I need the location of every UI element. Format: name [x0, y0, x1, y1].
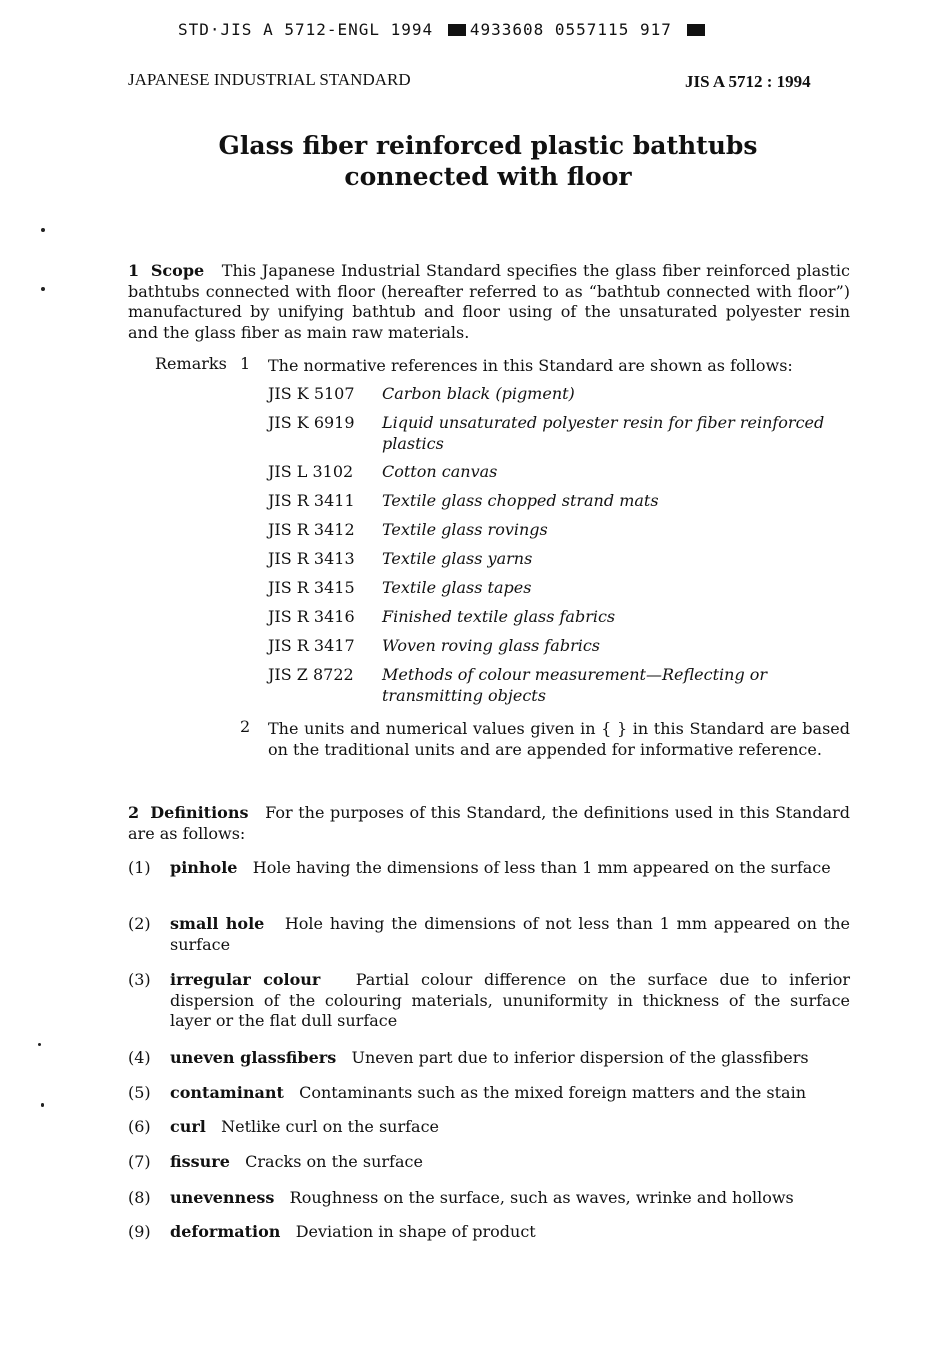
remarks-label: Remarks — [155, 354, 227, 373]
definition-number: (8) — [128, 1188, 151, 1207]
scan-speck — [41, 287, 45, 291]
definition-number: (2) — [128, 914, 151, 933]
definition-term: fissure — [170, 1152, 230, 1171]
definition-text: Netlike curl on the surface — [221, 1117, 440, 1136]
reference-code: JIS R 3411 — [268, 491, 355, 510]
reference-title: Textile glass yarns — [382, 549, 533, 568]
reference-code: JIS R 3413 — [268, 549, 355, 568]
reference-title: Finished textile glass fabrics — [382, 607, 616, 626]
scope-text: This Japanese Industrial Standard specifies the glass fiber reinforced plastic bathtubs connected with floor (hereafter referred to as “bathtub connected with floor”) manufactured by unifying bathtub and floor using of the unsaturated polyester resin and the glass fiber as main raw materials. — [128, 261, 851, 342]
scan-speck — [38, 1043, 41, 1046]
remark-1-number: 1 — [240, 354, 251, 373]
definition-number: (1) — [128, 858, 151, 877]
definitions-number: 2 — [128, 803, 140, 822]
standard-organization-label: JAPANESE INDUSTRIAL STANDARD — [128, 70, 411, 89]
definition-term: curl — [170, 1117, 206, 1136]
standard-number: JIS A 5712 : 1994 — [685, 72, 811, 91]
reference-title: Woven roving glass fabrics — [382, 636, 601, 655]
definition-term: contaminant — [170, 1083, 284, 1102]
definitions-section — [128, 803, 850, 844]
definition-text: Contaminants such as the mixed foreign matters and the stain — [299, 1083, 806, 1102]
definition-number: (9) — [128, 1222, 151, 1241]
definitions-heading: Definitions — [150, 803, 249, 822]
definition-text: Hole having the dimensions of not less than 1 mm appeared on the surface — [170, 914, 851, 954]
definition-text: Partial colour difference on the surface due to inferior dispersion of the colouring materials, ununiformity in thickness of the surface layer or the flat dull surface — [170, 970, 850, 1030]
reference-title: Cotton canvas — [382, 462, 498, 481]
scan-speck — [41, 1103, 44, 1107]
definition-item — [170, 970, 850, 1032]
reference-title: Carbon black (pigment) — [382, 384, 575, 403]
remark-1-text: The normative references in this Standard are shown as follows: — [268, 356, 793, 375]
page-title — [128, 130, 848, 192]
definition-term: irregular colour — [170, 970, 321, 989]
redaction-block-icon — [687, 24, 705, 36]
definition-text: Deviation in shape of product — [295, 1222, 536, 1241]
reference-title: Textile glass chopped strand mats — [382, 491, 659, 510]
reference-code: JIS K 5107 — [268, 384, 355, 403]
definition-item — [170, 1152, 850, 1173]
definition-item — [170, 914, 850, 955]
stamp-code: STD·JIS A 5712-ENGL 1994 — [178, 20, 434, 39]
redaction-block-icon — [448, 24, 466, 36]
reference-code: JIS L 3102 — [268, 462, 354, 481]
definition-number: (6) — [128, 1117, 151, 1136]
definition-item — [170, 1222, 850, 1243]
reference-code: JIS K 6919 — [268, 413, 355, 432]
reference-code: JIS R 3415 — [268, 578, 355, 597]
reference-code: JIS Z 8722 — [268, 665, 354, 684]
remark-2-text: The units and numerical values given in { } in this Standard are based on the traditional units and are appended for informative reference. — [268, 719, 850, 759]
definition-item — [170, 1083, 850, 1104]
reference-code: JIS R 3412 — [268, 520, 355, 539]
title-line-2: connected with floor — [344, 162, 632, 191]
reference-title: Textile glass tapes — [382, 578, 532, 597]
definition-item — [170, 1188, 850, 1209]
definition-item — [170, 858, 850, 879]
document-stamp-line — [178, 20, 709, 39]
definition-term: small hole — [170, 914, 265, 933]
definition-term: deformation — [170, 1222, 281, 1241]
definition-text: Hole having the dimensions of less than 1 mm appeared on the surface — [252, 858, 831, 877]
reference-code: JIS R 3416 — [268, 607, 355, 626]
definition-number: (7) — [128, 1152, 151, 1171]
definition-text: Roughness on the surface, such as waves, wrinke and hollows — [289, 1188, 794, 1207]
reference-title: Textile glass rovings — [382, 520, 548, 539]
scope-number: 1 — [128, 261, 140, 280]
stamp-serial: 4933608 0557115 917 — [469, 20, 672, 39]
scope-heading: Scope — [150, 261, 205, 280]
definitions-intro: For the purposes of this Standard, the definitions used in this Standard are as follows: — [128, 803, 851, 843]
reference-title: Methods of colour measurement—Reflecting or transmitting objects — [382, 665, 768, 705]
definition-item — [170, 1048, 850, 1069]
remark-2-number: 2 — [240, 717, 251, 736]
definition-term: unevenness — [170, 1188, 275, 1207]
definition-text: Uneven part due to inferior dispersion of the glassfibers — [351, 1048, 809, 1067]
definition-term: pinhole — [170, 858, 238, 877]
title-line-1: Glass fiber reinforced plastic bathtubs — [218, 131, 758, 160]
definition-text: Cracks on the surface — [245, 1152, 423, 1171]
reference-title: Liquid unsaturated polyester resin for fiber reinforced plastics — [382, 413, 825, 453]
scan-speck — [41, 228, 45, 232]
reference-code: JIS R 3417 — [268, 636, 355, 655]
scope-section — [128, 261, 850, 343]
definition-number: (3) — [128, 970, 151, 989]
definition-number: (5) — [128, 1083, 151, 1102]
definition-term: uneven glassfibers — [170, 1048, 337, 1067]
definition-item — [170, 1117, 850, 1138]
definition-number: (4) — [128, 1048, 151, 1067]
